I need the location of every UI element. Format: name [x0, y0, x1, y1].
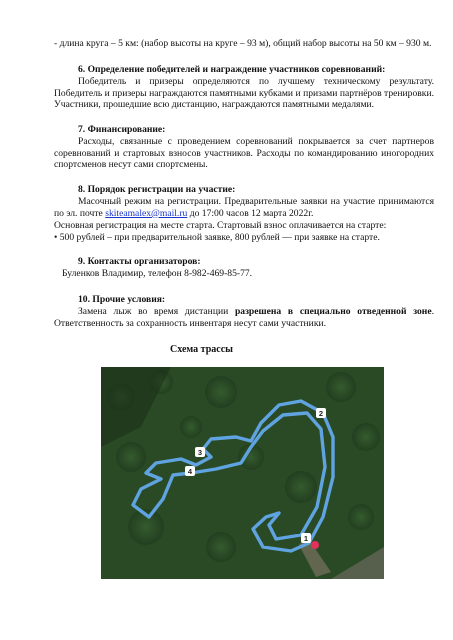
section-8-line-2: Основная регистрация на месте старта. Стартовый взнос оплачивается на старте:	[54, 220, 387, 231]
section-7-heading: 7. Финансирование:	[78, 124, 166, 135]
svg-text:3: 3	[197, 448, 203, 457]
lap-length-text	[54, 38, 434, 50]
ski-change-bold: разрешена в специально отведенной зоне	[234, 306, 432, 317]
section-8-fee-line: • 500 рублей – при предварительной заявке, 800 рублей — при заявке на старте.	[54, 232, 380, 243]
section-8-heading: 8. Порядок регистрации на участие:	[78, 184, 236, 195]
section-8-paragraph	[54, 196, 434, 219]
marker-4	[185, 466, 195, 476]
section-6-heading: 6. Определение победителей и награждение участников соревнований:	[78, 64, 386, 75]
track-map	[101, 367, 384, 579]
lap-length-span: - длина круга – 5 км: (набор высоты на круге – 93 м), общий набор высоты на 50 км – 930 м.	[54, 38, 432, 49]
ski-change-text: Замена лыж во время дистанции	[78, 306, 235, 317]
svg-text:4: 4	[187, 467, 193, 476]
map-caption: Схема трассы	[170, 344, 233, 355]
section-9-heading: 9. Контакты организаторов:	[78, 256, 201, 267]
track-map-svg	[101, 367, 384, 579]
registration-text: Масочный режим на регистрации. Предварительные заявки на участие принимаются по эл. почте	[54, 196, 434, 219]
email-link[interactable]: skiteamalex@mail.ru	[105, 207, 188, 219]
section-6-paragraph: Победитель и призеры определяются по лучшему техническому результату. Победитель и призеры награждаются памятными кубками и призами партнёров тренировки. Участники, прошедшие всю дистанцию, награждаются памятными медалями.	[54, 76, 434, 111]
responsibility-text: . Ответственность за сохранность инвентаря несут сами участники.	[54, 306, 434, 329]
marker-2	[316, 408, 326, 418]
start-marker	[311, 541, 319, 549]
svg-text:1: 1	[303, 534, 309, 543]
section-10-paragraph	[54, 306, 434, 329]
section-9-contact: Буленков Владимир, телефон 8-982-469-85-77.	[62, 268, 253, 279]
marker-3	[195, 447, 205, 457]
marker-1	[301, 533, 311, 543]
section-10-heading: 10. Прочие условия:	[78, 294, 166, 305]
deadline-text: до 17:00 часов 12 марта 2022г.	[187, 207, 314, 219]
section-7-paragraph: Расходы, связанные с проведением соревнований покрывается за счет партнеров соревнований и стартовых взносов участников. Расходы по командированию иногородних спортсменов несут сами спортсмены.	[54, 136, 434, 171]
svg-text:2: 2	[318, 409, 324, 418]
